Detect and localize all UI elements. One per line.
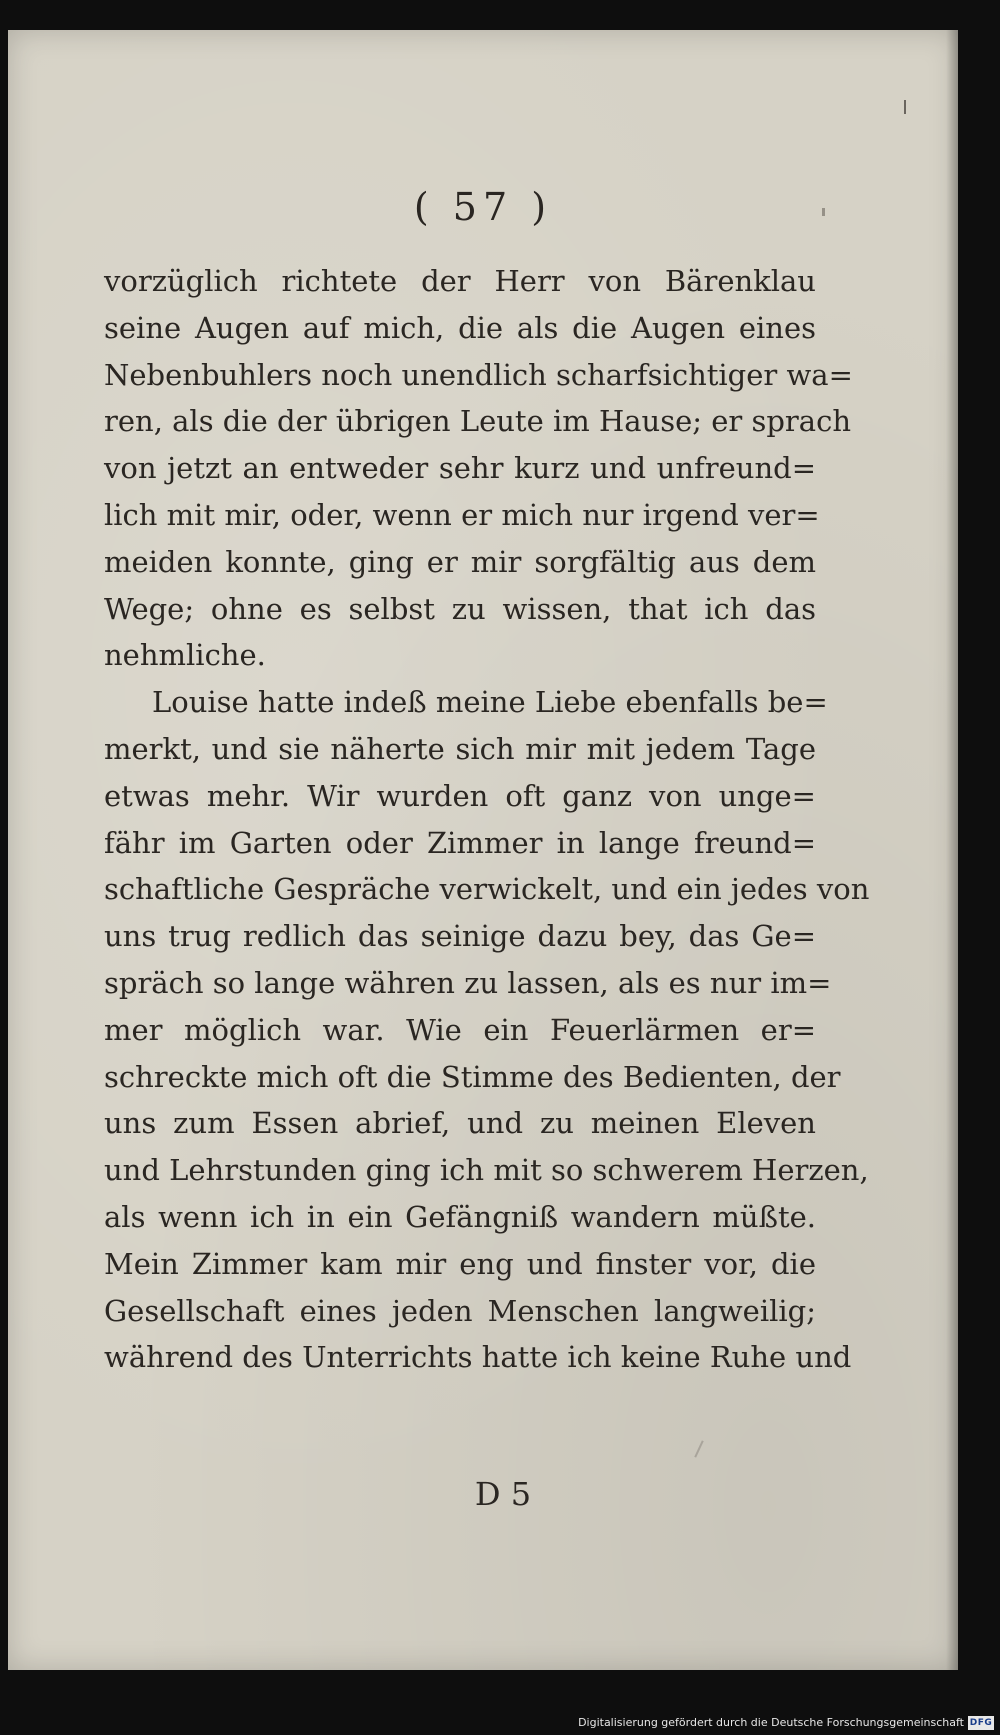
text-line: merkt, und sie näherte sich mir mit jedem Tage — [104, 731, 816, 766]
text-line: mer möglich war. Wie ein Feuerlärmen er= — [104, 1012, 816, 1047]
text-line: schreckte mich oft die Stimme des Bedienten, der — [104, 1059, 841, 1094]
book-page — [8, 30, 958, 1670]
text-line: fähr im Garten oder Zimmer in lange freund= — [104, 825, 816, 860]
paper-speck — [822, 208, 825, 216]
text-line: während des Unterrichts hatte ich keine Ruhe und — [104, 1340, 852, 1375]
page-edge-shadow — [946, 30, 958, 1670]
paragraph-start-line: Louise hatte indeß meine Liebe ebenfalls be= — [152, 685, 828, 720]
dfg-logo: DFG — [969, 1718, 993, 1728]
text-line: und Lehrstunden ging ich mit so schwerem Herzen, — [104, 1153, 869, 1188]
text-line: Gesellschaft eines jeden Menschen langweilig; — [104, 1293, 816, 1328]
footer-bar — [0, 1705, 1000, 1735]
text-line: lich mit mir, oder, wenn er mich nur irgend ver= — [104, 497, 820, 532]
funding-credit: Digitalisierung gefördert durch die Deutsche Forschungsgemeinschaft — [578, 1716, 964, 1729]
text-line: Mein Zimmer kam mir eng und finster vor, die — [104, 1246, 816, 1281]
text-line: uns zum Essen abrief, und zu meinen Eleven — [104, 1106, 816, 1141]
page-number-header: ( 57 ) — [413, 185, 553, 229]
text-line: spräch so lange währen zu lassen, als es nur im= — [104, 965, 832, 1000]
text-line: Nebenbuhlers noch unendlich scharfsichtiger wa= — [104, 357, 853, 392]
body-text — [104, 258, 870, 1381]
text-line: von jetzt an entweder sehr kurz und unfreund= — [104, 451, 816, 486]
text-line: seine Augen auf mich, die als die Augen eines — [104, 310, 816, 345]
signature-mark: D 5 — [474, 1475, 532, 1513]
text-line: ren, als die der übrigen Leute im Hause; er sprach — [104, 404, 852, 439]
text-line: schaftliche Gespräche verwickelt, und ein jedes von — [104, 872, 870, 907]
text-line: meiden konnte, ging er mir sorgfältig aus dem — [104, 544, 816, 579]
paper-speck — [904, 100, 906, 114]
text-line: etwas mehr. Wir wurden oft ganz von unge= — [104, 778, 816, 813]
text-line: als wenn ich in ein Gefängniß wandern müßte. — [104, 1199, 816, 1234]
text-line: vorzüglich richtete der Herr von Bärenklau — [104, 264, 816, 298]
text-line: Wege; ohne es selbst zu wissen, that ich das — [104, 591, 816, 626]
paper-speck — [694, 1440, 703, 1457]
text-line: nehmliche. — [104, 638, 266, 673]
text-line: uns trug redlich das seinige dazu bey, das Ge= — [104, 919, 816, 954]
